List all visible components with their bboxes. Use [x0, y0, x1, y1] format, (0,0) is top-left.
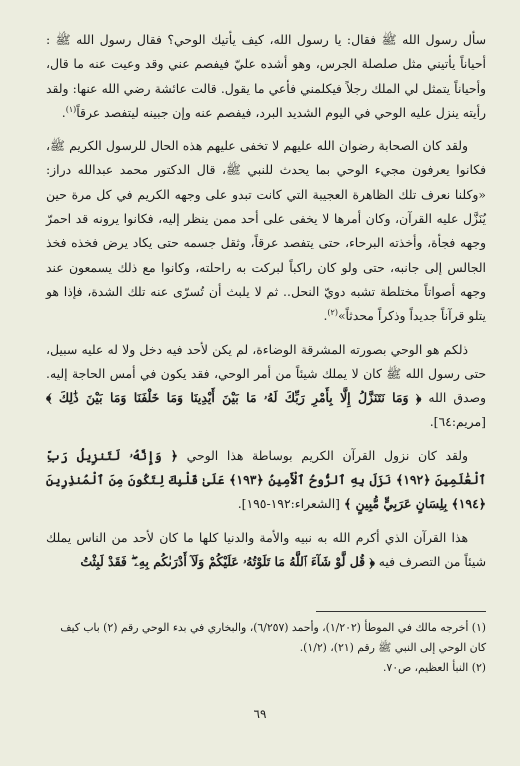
quran-verse: ﴿ قُل لَّوْ شَآءَ ٱللَّهُ مَا تَلَوْتُهُۥ عَلَيْكُمْ وَلَآ أَدْرَىٰكُم بِهِۦ ۖ فَقَدْ لَبِثْتُ — [80, 553, 375, 569]
paragraph-3 — [46, 338, 486, 435]
verse-reference: [مريم:٦٤]. — [429, 414, 486, 430]
paragraph-2: ولقد كان الصحابة رضوان الله عليهم لا تخفى عليهم هذه الحال للرسول الكريم ﷺ، فكانوا يعرفون مجيء الوحي بما يحدث للنبي ﷺ، قال الدكتور محمد عبدالله دراز: «وكلنا نعرف تلك الظاهرة العجيبة التي كانت تبدو على وجهه الكريم في كل مرة حين يُنَزَّل عليه القرآن، وكان أمرها لا يخفى على أحد ممن ينظر إليه، فكانوا يرونه قد احمرّ وجهه فجأة، وأخذته البرحاء، حتى يتفصد عرقاً، وثقل جسمه حتى يكاد يرض فخذه فخذ الجالس إلى جانبه، حتى ولو كان راكباً لبركت به راحلته، وكانوا مع ذلك يسمعون عند وجهه أصواتاً مختلطة تشبه دويّ النحل.. ثم لا يلبث أن تُسرّى عنه تلك الشدة، فإذا هو يتلو قرآناً جديداً وذكراً محدثاً»$^{(٢)}$. — [46, 138, 486, 324]
paragraph-4 — [46, 444, 486, 517]
paragraph-1: سأل رسول الله ﷺ فقال: يا رسول الله، كيف يأتيك الوحي؟ فقال رسول الله ﷺ : أحياناً يأتيني مثل صلصلة الجرس، وهو أشده عليّ فيفصم عني وقد وعيت عنه ما قال، وأحياناً يتمثل لي الملك رجلاً فيكلمني فأعي ما يقول. قالت عائشة رضي الله عنها: ولقد رأيته ينزل عليه الوحي في اليوم الشديد البرد، فيفصم عنه وإن جبينه ليتفصد عرقاً$^{(١)}$. — [46, 32, 486, 120]
quran-verse: ﴿ وَإِنَّهُۥ لَتَنزِيلُ رَبِّ ٱلْعَٰلَمِينَ ﴿١٩٢﴾ نَزَلَ بِهِ ٱلرُّوحُ ٱلْأَمِينُ ﴿١٩٣﴾ عَلَىٰ قَلْبِكَ لِتَكُونَ مِنَ ٱلْمُنذِرِينَ ﴿١٩٤﴾ بِلِسَانٍ عَرَبِيٍّ مُّبِينٍ ﴾ — [46, 447, 486, 512]
paragraph-text: ولقد كان نزول القرآن الكريم بوساطة هذا الوحي — [186, 447, 468, 463]
paragraph-text: سأل رسول الله ﷺ فقال: يا رسول الله، كيف يأتيك الوحي؟ فقال رسول الله ﷺ : أحياناً يأتيني مثل صلصلة الجرس، وهو أشده عليّ فيفصم عني وقد وعيت عنه ما قال، وأحياناً يتمثل لي الملك رجلاً فيكلمني فأعي ما يقول. قالت عائشة رضي الله عنها: ولقد رأيته ينزل عليه الوحي في اليوم الشديد البرد، فيفصم عنه وإن جبينه ليتفصد عرقاً — [46, 32, 486, 120]
quran-verse: ﴿ وَمَا نَتَنَزَّلُ إِلَّا بِأَمْرِ رَبِّكَ لَهُۥ مَا بَيْنَ أَيْدِينَا وَمَا خَلْفَنَا وَمَا بَيْنَ ذَٰلِكَ ﴾ — [46, 390, 422, 406]
verse-reference: [الشعراء:١٩٢-١٩٥]. — [237, 496, 340, 512]
footnote-1: (١) أخرجه مالك في الموطأ (١/٢٠٢)، وأحمد (٦/٢٥٧)، والبخاري في بدء الوحي رقم (٢) باب كيف كان الوحي إلى النبي ﷺ رقم (٢١)، (١/٢). — [60, 621, 486, 654]
paragraph-text: هذا القرآن الذي أكرم الله به نبيه والأمة والدنيا كلها ما كان لأحد من الناس يملك شيئاً من التصرف فيه — [46, 529, 486, 569]
footnote-ref: (٢) — [327, 308, 338, 318]
paragraph-5 — [46, 526, 486, 575]
paragraph-text: ولقد كان الصحابة رضوان الله عليهم لا تخفى عليهم هذه الحال للرسول الكريم ﷺ، فكانوا يعرفون مجيء الوحي بما يحدث للنبي ﷺ، قال الدكتور محمد عبدالله دراز: «وكلنا نعرف تلك الظاهرة العجيبة التي كانت تبدو على وجهه الكريم في كل مرة حين يُنَزَّل عليه القرآن، وكان أمرها لا يخفى على أحد ممن ينظر إليه، فكانوا يرونه قد احمرّ وجهه فجأة، وأخذته البرحاء، حتى يتفصد عرقاً، وثقل جسمه حتى يكاد يرض فخذه فخذ الجالس إلى جانبه، حتى ولو كان راكباً لبركت به راحلته، وكانوا مع ذلك يسمعون عند وجهه أصواتاً مختلطة تشبه دويّ النحل.. ثم لا يلبث أن تُسرّى عنه تلك الشدة، فإذا هو يتلو قرآناً جديداً وذكراً محدثاً» — [46, 138, 486, 324]
footnotes — [46, 618, 486, 678]
page-number: ٦٩ — [253, 707, 267, 721]
footnote-divider — [316, 611, 486, 612]
paragraph-text: ذلكم هو الوحي بصورته المشرقة الوضاءة، لم يكن لأحد فيه دخل ولا له عليه سبيل، حتى رسول الله ﷺ كان لا يملك شيئاً من أمر الوحي، فقد يكون في أمس الحاجة إليه. وصدق الله — [46, 341, 486, 406]
footnote-ref: (١) — [65, 104, 77, 114]
footnote-2: (٢) النبأ العظيم، ص٧٠. — [382, 661, 486, 674]
body-text — [46, 28, 486, 583]
